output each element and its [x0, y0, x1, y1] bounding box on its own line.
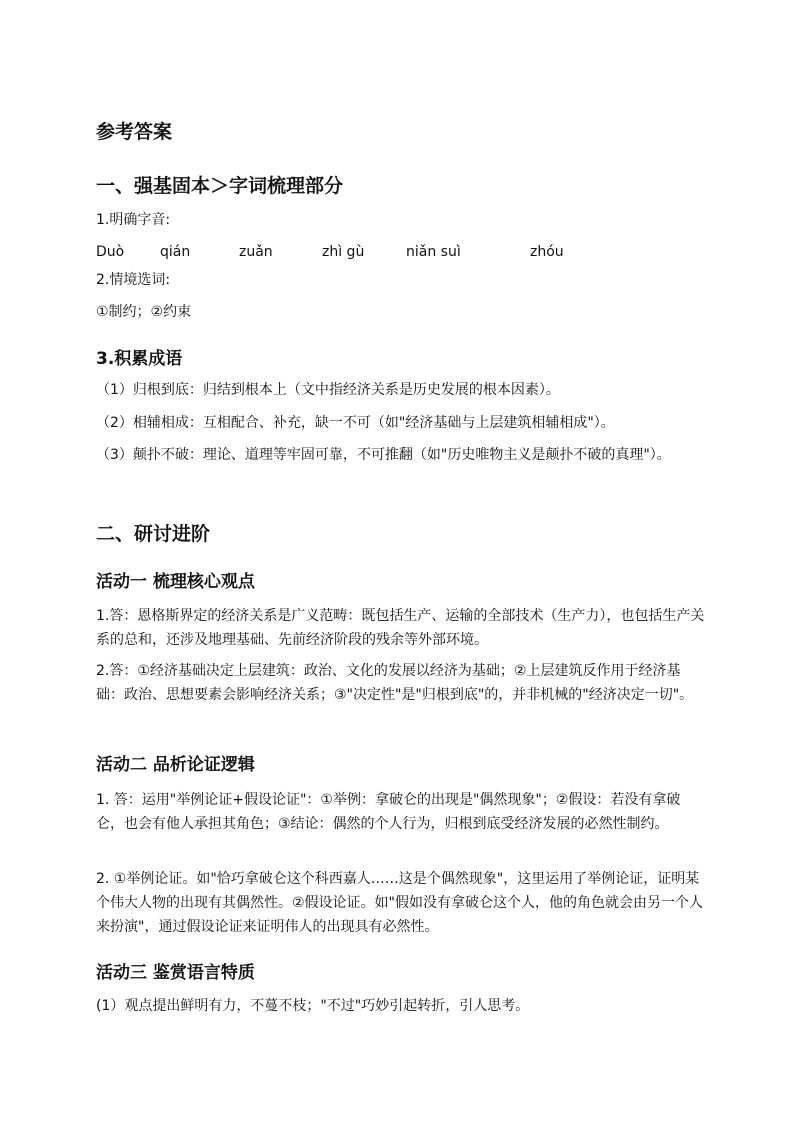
pinyin-4: zhì gù: [322, 244, 365, 260]
pinyin-1: Duò: [96, 244, 125, 260]
q2-label: 2.情境选词:: [96, 272, 171, 288]
section2-heading: 二、研讨进阶: [96, 523, 211, 545]
activity2-answer-1: 1. 答：运用"举例论证+假设论证"：①举例：拿破仑的出现是"偶然现象"；②假设：若没有拿破仑，也会有他人承担其角色；③结论：偶然的个人行为，归根到底受经济发展的必然性制约。: [96, 792, 681, 832]
activity3-answer-1: (1）观点提出鲜明有力，不蔓不枝；"不过"巧妙引起转折，引人思考。: [96, 998, 530, 1014]
activity1-heading: 活动一 梳理核心观点: [96, 572, 255, 592]
pinyin-2: qián: [160, 244, 191, 260]
q3-heading: 3.积累成语: [96, 349, 183, 369]
idiom-item: （3）颠扑不破：理论、道理等牢固可靠，不可推翻（如"历史唯物主义是颠扑不破的真理"）。: [96, 447, 671, 463]
page-title: 参考答案: [96, 121, 173, 143]
activity1-answer-2: 2.答：①经济基础决定上层建筑：政治、文化的发展以经济为基础；②上层建筑反作用于经济基础：政治、思想要素会影响经济关系；③"决定性"是"归根到底"的，并非机械的"经济决定一切"。: [96, 663, 694, 703]
pinyin-5: niǎn suì: [406, 244, 461, 260]
activity2-heading: 活动二 品析论证逻辑: [96, 755, 255, 775]
idiom-item: （2）相辅相成：互相配合、补充，缺一不可（如"经济基础与上层建筑相辅相成"）。: [96, 415, 615, 431]
activity1-answer-1: 1.答：恩格斯界定的经济关系是广义范畴：既包括生产、运输的全部技术（生产力），也包括生产关系的总和，还涉及地理基础、先前经济阶段的残余等外部环境。: [96, 608, 705, 648]
activity2-answer-2: 2. ①举例论证。如"恰巧拿破仑这个科西嘉人……这是个偶然现象"，这里运用了举例论证，证明某个伟大人物的出现有其偶然性。②假设论证。如"假如没有拿破仑这个人，他的角色就会由另一个人来扮演"，通过假设论证来证明伟人的出现具有必然性。: [96, 871, 703, 935]
pinyin-6: zhóu: [530, 244, 564, 260]
pinyin-3: zuǎn: [239, 244, 273, 260]
q2-answer: ①制约；②约束: [96, 304, 192, 320]
q1-label: 1.明确字音:: [96, 212, 171, 228]
activity3-heading: 活动三 鉴赏语言特质: [96, 963, 255, 983]
idiom-item: （1）归根到底：归结到根本上（文中指经济关系是历史发展的根本因素）。: [96, 382, 560, 398]
section1-heading: 一、强基固本＞字词梳理部分: [96, 175, 344, 197]
